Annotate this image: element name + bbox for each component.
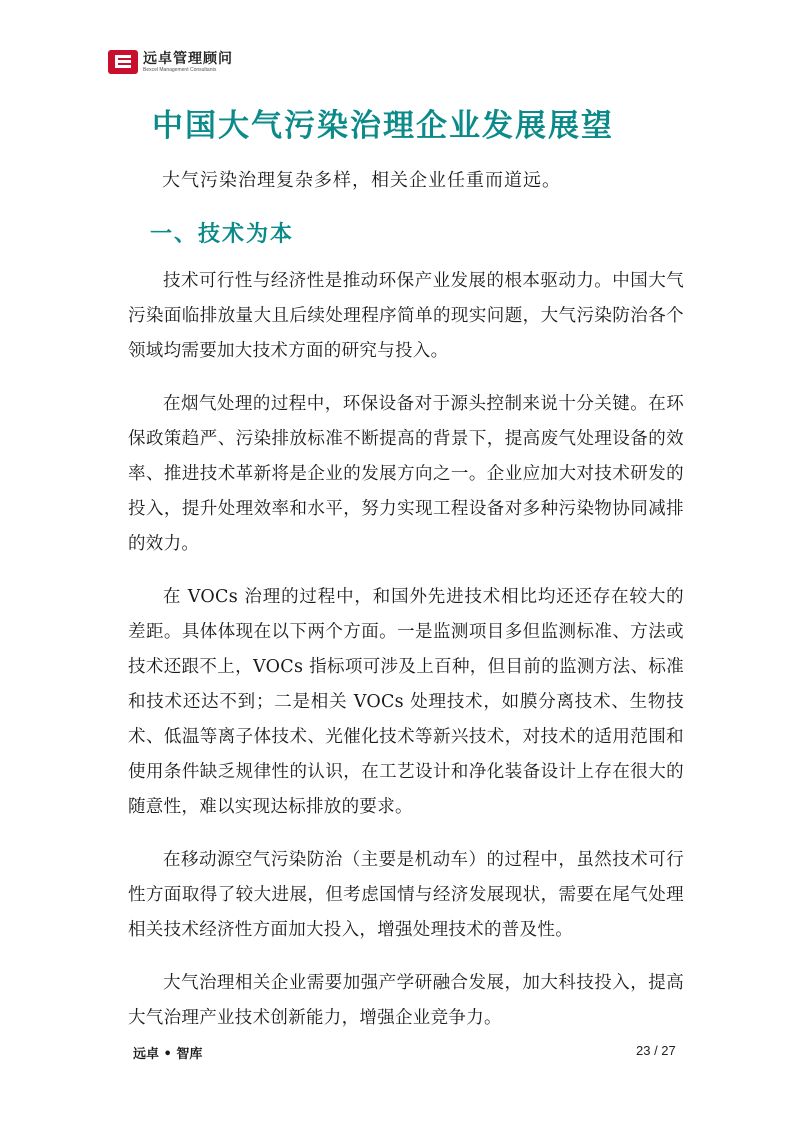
section-heading: 一、技术为本 xyxy=(150,222,295,247)
page-subtitle: 大气污染治理复杂多样，相关企业任重而道远。 xyxy=(162,170,561,191)
paragraph: 技术可行性与经济性是推动环保产业发展的根本驱动力。中国大气污染面临排放量大且后续处理程序简单的现实问题，大气污染防治各个领域均需要加大技术方面的研究与投入。 xyxy=(128,271,684,361)
logo-text xyxy=(143,51,233,74)
page-title: 中国大气污染治理企业发展展望 xyxy=(152,108,614,144)
page-number: 23 / 27 xyxy=(636,1043,676,1058)
body-text xyxy=(128,264,684,1054)
footer-brand: 远卓 • 智库 xyxy=(133,1047,203,1062)
bexcel-logo-icon xyxy=(108,50,138,74)
brand-name-cn: 远卓管理顾问 xyxy=(143,50,233,67)
header-logo xyxy=(108,50,233,74)
paragraph: 在移动源空气污染防治（主要是机动车）的过程中，虽然技术可行性方面取得了较大进展，但考虑国情与经济发展现状，需要在尾气处理相关技术经济性方面加大投入，增强处理技术的普及性。 xyxy=(128,850,684,940)
brand-name-en: Bexcel Management Consultants xyxy=(143,66,217,73)
paragraph: 大气治理相关企业需要加强产学研融合发展，加大科技投入，提高大气治理产业技术创新能力，增强企业竞争力。 xyxy=(128,973,684,1028)
paragraph: 在 VOCs 治理的过程中，和国外先进技术相比均还还存在较大的差距。具体体现在以下两个方面。一是监测项目多但监测标准、方法或技术还跟不上，VOCs 指标项可涉及上百种，但目前的监测方法、标准和技术还达不到；二是相关 VOCs 处理技术，如膜分离技术、生物技术、低温等离子体技术、光催化技术等新兴技术，对技术的适用范围和使用条件缺乏规律性的认识，在工艺设计和净化装备设计上存在很大的随意性，难以实现达标排放的要求。 xyxy=(128,587,684,817)
paragraph: 在烟气处理的过程中，环保设备对于源头控制来说十分关键。在环保政策趋严、污染排放标准不断提高的背景下，提高废气处理设备的效率、推进技术革新将是企业的发展方向之一。企业应加大对技术研发的投入，提升处理效率和水平，努力实现工程设备对多种污染物协同减排的效力。 xyxy=(128,394,684,554)
